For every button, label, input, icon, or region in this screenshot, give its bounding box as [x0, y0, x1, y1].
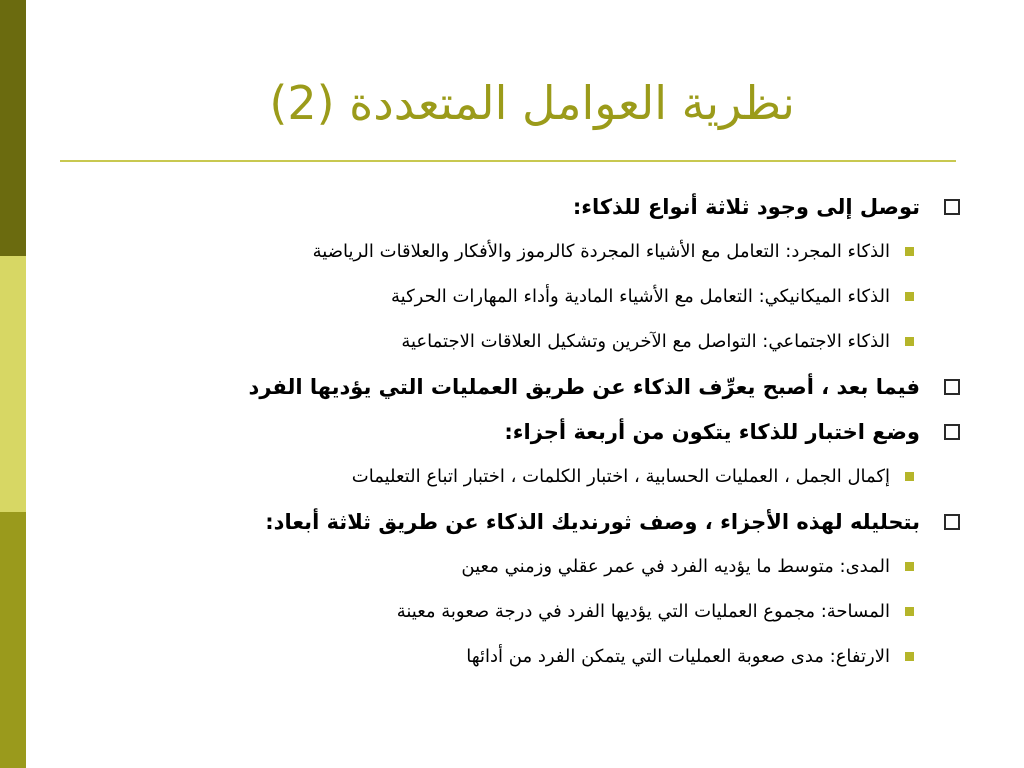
side-bar-bottom [0, 512, 26, 768]
bullet-text: فيما بعد ، أصبح يعرِّف الذكاء عن طريق العمليات التي يؤديها الفرد [248, 375, 920, 399]
sub-bullet-item [60, 321, 960, 366]
bullet-text: توصل إلى وجود ثلاثة أنواع للذكاء: [572, 195, 920, 219]
sub-bullet-item [60, 636, 960, 681]
sub-bullet-text: المدى: متوسط ما يؤديه الفرد في عمر عقلي وزمني معين [461, 556, 890, 577]
filled-square-bullet-icon [905, 652, 914, 661]
bullet-item [60, 366, 960, 411]
bullet-item [60, 411, 960, 456]
square-bullet-icon [944, 424, 960, 440]
sub-bullet-text: إكمال الجمل ، العمليات الحسابية ، اختبار الكلمات ، اختبار اتباع التعليمات [351, 466, 890, 487]
bullet-text: بتحليله لهذه الأجزاء ، وصف ثورنديك الذكاء عن طريق ثلاثة أبعاد: [265, 510, 920, 534]
filled-square-bullet-icon [905, 247, 914, 256]
sub-bullet-item [60, 231, 960, 276]
square-bullet-icon [944, 199, 960, 215]
sub-bullet-text: الذكاء المجرد: التعامل مع الأشياء المجردة كالرموز والأفكار والعلاقات الرياضية [312, 241, 890, 262]
square-bullet-icon [944, 514, 960, 530]
sub-bullet-item [60, 456, 960, 501]
slide-content [60, 186, 960, 681]
sub-bullet-item [60, 276, 960, 321]
sub-bullet-text: الذكاء الميكانيكي: التعامل مع الأشياء المادية وأداء المهارات الحركية [391, 286, 890, 307]
sub-bullet-text: الذكاء الاجتماعي: التواصل مع الآخرين وتشكيل العلاقات الاجتماعية [401, 331, 890, 352]
filled-square-bullet-icon [905, 337, 914, 346]
side-bar-middle [0, 256, 26, 512]
sub-bullet-item [60, 546, 960, 591]
filled-square-bullet-icon [905, 292, 914, 301]
square-bullet-icon [944, 379, 960, 395]
filled-square-bullet-icon [905, 472, 914, 481]
filled-square-bullet-icon [905, 607, 914, 616]
bullet-item [60, 501, 960, 546]
sub-bullet-item [60, 591, 960, 636]
bullet-text: وضع اختبار للذكاء يتكون من أربعة أجزاء: [504, 420, 920, 444]
title-divider [60, 160, 956, 162]
filled-square-bullet-icon [905, 562, 914, 571]
sub-bullet-text: المساحة: مجموع العمليات التي يؤديها الفرد في درجة صعوبة معينة [396, 601, 890, 622]
slide-title: نظرية العوامل المتعددة (2) [269, 76, 795, 130]
side-bar-top [0, 0, 26, 256]
sub-bullet-text: الارتفاع: مدى صعوبة العمليات التي يتمكن الفرد من أدائها [466, 646, 890, 667]
bullet-item [60, 186, 960, 231]
